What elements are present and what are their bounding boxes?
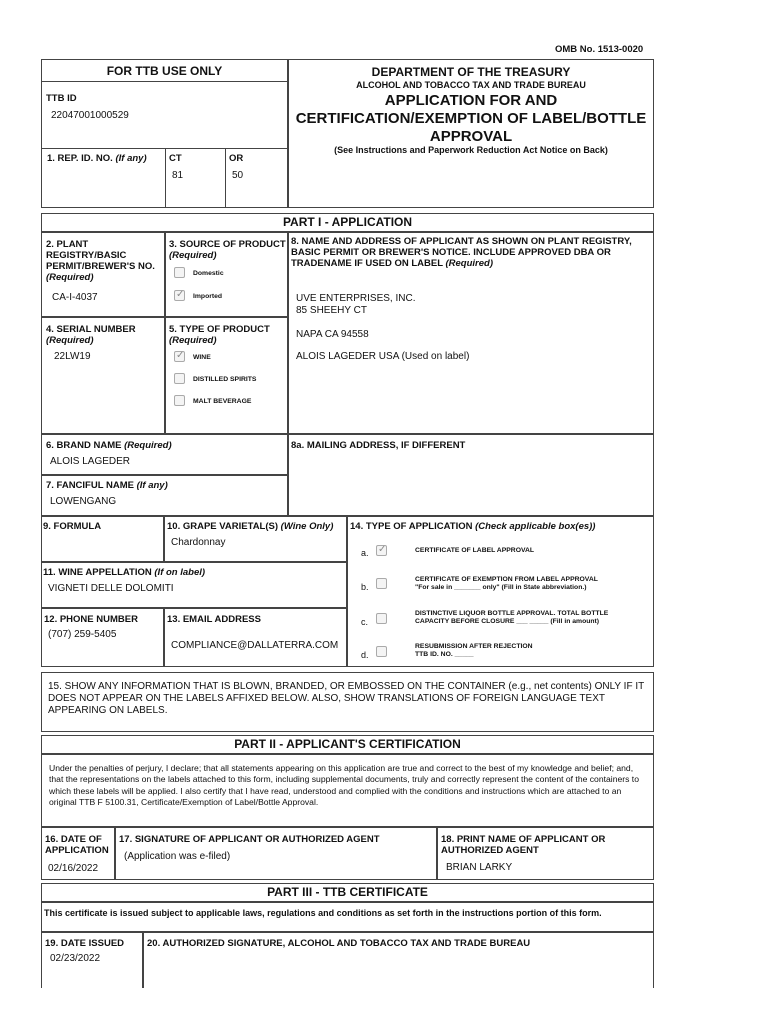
distilled-spirits-checkbox[interactable]	[174, 373, 185, 384]
applicant-address-field: 8. NAME AND ADDRESS OF APPLICANT AS SHOWN ON PLANT REGISTRY, BASIC PERMIT OR BREWER'S NOTICE. INCLUDE APPROVED DBA OR TRADENAME IF USED ON LABEL (Required) UVE ENTERPRISES, INC. 85 SHEEHY CT NAPA CA 94558 ALOIS LAGEDER USA (Used on label)	[288, 232, 654, 434]
date-issued-field	[41, 932, 143, 988]
item15-instructions: 15. SHOW ANY INFORMATION THAT IS BLOWN, BRANDED, OR EMBOSSED ON THE CONTAINER (e.g., net contents) ONLY IF IT DOES NOT APPEAR ON THE LABELS AFFIXED BELOW. ALSO, SHOW TRANSLATIONS OF FOREIGN LANGUAGE TEXT APPEARING ON LABELS.	[41, 672, 654, 732]
print-name-field	[437, 827, 654, 880]
exemption-checkbox[interactable]	[376, 578, 387, 589]
mailing-address-label: 8a. MAILING ADDRESS, IF DIFFERENT	[291, 440, 466, 451]
source-of-product-field: 3. SOURCE OF PRODUCT (Required) Domestic ✓ Imported	[165, 232, 288, 317]
grape-varietal-field: 10. GRAPE VARIETAL(S) (Wine Only) Chardonnay	[164, 516, 347, 562]
ct-value: 81	[172, 170, 184, 181]
authorized-signature-label: 20. AUTHORIZED SIGNATURE, ALCOHOL AND TOBACCO TAX AND TRADE BUREAU	[147, 938, 531, 949]
date-of-application-value: 02/16/2022	[48, 863, 99, 874]
serial-number-field: 4. SERIAL NUMBER (Required) 22LW19	[41, 317, 165, 434]
instructions-note: (See Instructions and Paperwork Reduction Act Notice on Back)	[334, 145, 608, 155]
phone-number-value: (707) 259-5405	[48, 629, 117, 640]
ttb-use-section	[41, 59, 288, 208]
resubmission-label: RESUBMISSION AFTER REJECTION TTB ID. NO. _____	[415, 643, 533, 658]
or-value: 50	[232, 170, 244, 181]
ttb-id-label: TTB ID	[46, 93, 77, 104]
date-issued-value: 02/23/2022	[50, 953, 101, 964]
agency-header	[288, 59, 654, 208]
signature-field	[115, 827, 437, 880]
certification-statement: Under the penalties of perjury, I declare; that all statements appearing on this application are true and correct to the best of my knowledge and belief; and, that the representations on the labels attached to this form, including supplemental documents, truly and correctly represent the content of the containers to which these labels will be applied. I also certify that I have read, understood and complied with the conditions and instructions which are attached to an original TTB F 5100.31, Certificate/Exemption of Label/Bottle Approval.	[41, 754, 654, 827]
exemption-label: CERTIFICATE OF EXEMPTION FROM LABEL APPROVAL "For sale in _______ only" (Fill in State abbreviation.)	[415, 576, 598, 591]
applicant-line-2: 85 SHEEHY CT	[296, 305, 367, 316]
signature-value: (Application was e-filed)	[124, 851, 231, 862]
grape-varietal-value: Chardonnay	[171, 537, 226, 548]
brand-name-field: 6. BRAND NAME (Required) ALOIS LAGEDER	[41, 434, 288, 475]
distinctive-bottle-label: DISTINCTIVE LIQUOR BOTTLE APPROVAL. TOTAL BOTTLE CAPACITY BEFORE CLOSURE ___ _____ (Fill in amount)	[415, 610, 609, 625]
print-name-value: BRIAN LARKY	[446, 862, 513, 873]
ttb-use-title: FOR TTB USE ONLY	[106, 64, 223, 78]
label-approval-checkbox[interactable]	[376, 545, 387, 556]
authorized-signature-field	[143, 932, 654, 988]
plant-registry-field: 2. PLANT REGISTRY/BASIC PERMIT/BREWER'S NO. (Required) CA-I-4037	[41, 232, 165, 317]
domestic-label: Domestic	[193, 270, 224, 277]
ct-label: CT	[169, 153, 182, 164]
label-approval-label: CERTIFICATE OF LABEL APPROVAL	[415, 547, 535, 554]
brand-name-value: ALOIS LAGEDER	[50, 456, 131, 467]
wine-label: WINE	[193, 354, 211, 361]
wine-checkbox[interactable]	[174, 351, 185, 362]
date-issued-label: 19. DATE ISSUED	[45, 938, 125, 949]
omb-number: OMB No. 1513-0020	[555, 44, 644, 55]
applicant-line-4: ALOIS LAGEDER USA (Used on label)	[296, 351, 470, 362]
applicant-line-1: UVE ENTERPRISES, INC.	[296, 293, 416, 304]
applicant-line-3: NAPA CA 94558	[296, 329, 369, 340]
fanciful-name-field: 7. FANCIFUL NAME (If any) LOWENGANG	[41, 475, 288, 516]
part1-title: PART I - APPLICATION	[41, 213, 654, 232]
serial-number-value: 22LW19	[54, 351, 91, 362]
mailing-address-field	[288, 434, 654, 516]
imported-checkbox[interactable]	[174, 290, 185, 301]
dept-name: DEPARTMENT OF THE TREASURY	[371, 65, 571, 79]
email-address-label: 13. EMAIL ADDRESS	[167, 614, 261, 625]
distinctive-bottle-checkbox[interactable]	[376, 613, 387, 624]
resubmission-checkbox[interactable]	[376, 646, 387, 657]
phone-number-label: 12. PHONE NUMBER	[44, 614, 138, 625]
distilled-spirits-label: DISTILLED SPIRITS	[193, 376, 257, 383]
wine-appellation-field: 11. WINE APPELLATION (If on label) VIGNETI DELLE DOLOMITI	[41, 562, 347, 608]
formula-label: 9. FORMULA	[43, 521, 102, 532]
type-of-product-field: 5. TYPE OF PRODUCT (Required) ✓ WINE DISTILLED SPIRITS MALT BEVERAGE	[165, 317, 288, 434]
email-address-value: COMPLIANCE@DALLATERRA.COM	[171, 640, 339, 651]
part3-title: PART III - TTB CERTIFICATE	[41, 883, 654, 902]
part2-title: PART II - APPLICANT'S CERTIFICATION	[41, 735, 654, 754]
fanciful-name-value: LOWENGANG	[50, 496, 117, 507]
bureau-name: ALCOHOL AND TOBACCO TAX AND TRADE BUREAU	[356, 80, 586, 90]
wine-appellation-value: VIGNETI DELLE DOLOMITI	[48, 583, 174, 594]
ttb-id-value: 22047001000529	[51, 110, 129, 121]
malt-beverage-checkbox[interactable]	[174, 395, 185, 406]
domestic-checkbox[interactable]	[174, 267, 185, 278]
date-of-application-field	[41, 827, 115, 880]
type-of-application-field: 14. TYPE OF APPLICATION (Check applicable box(es)) a. ✓ CERTIFICATE OF LABEL APPROVAL b. CERTIFICATE OF EXEMPTION FROM LABEL APPROVAL "For sale in _______ only" (Fill in State abbreviation.) c. DISTINCTIVE LIQUOR BOTTLE APPROVAL. TOTAL BOTTLE CAPACITY BEFORE CLOSURE ___ _____ (Fill in amount) d. RESUBMISSION AFTER REJECTION TTB ID. NO. _____	[347, 516, 654, 667]
print-name-label: 18. PRINT NAME OF APPLICANT OR AUTHORIZED AGENT	[441, 834, 606, 856]
phone-number-field	[41, 608, 164, 667]
plant-registry-value: CA-I-4037	[52, 292, 98, 303]
form-title: APPLICATION FOR AND CERTIFICATION/EXEMPTION OF LABEL/BOTTLE APPROVAL	[295, 92, 647, 145]
date-of-application-label: 16. DATE OF APPLICATION	[45, 834, 109, 856]
imported-label: Imported	[193, 293, 223, 300]
email-address-field	[164, 608, 347, 667]
signature-label: 17. SIGNATURE OF APPLICANT OR AUTHORIZED AGENT	[119, 834, 380, 845]
formula-field	[41, 516, 164, 562]
certificate-conditions: This certificate is issued subject to applicable laws, regulations and conditions as set forth in the instructions portion of this form.	[41, 902, 654, 932]
or-label: OR	[229, 153, 244, 164]
rep-id-label: 1. REP. ID. NO. (If any)	[47, 153, 147, 164]
malt-beverage-label: MALT BEVERAGE	[193, 398, 252, 405]
